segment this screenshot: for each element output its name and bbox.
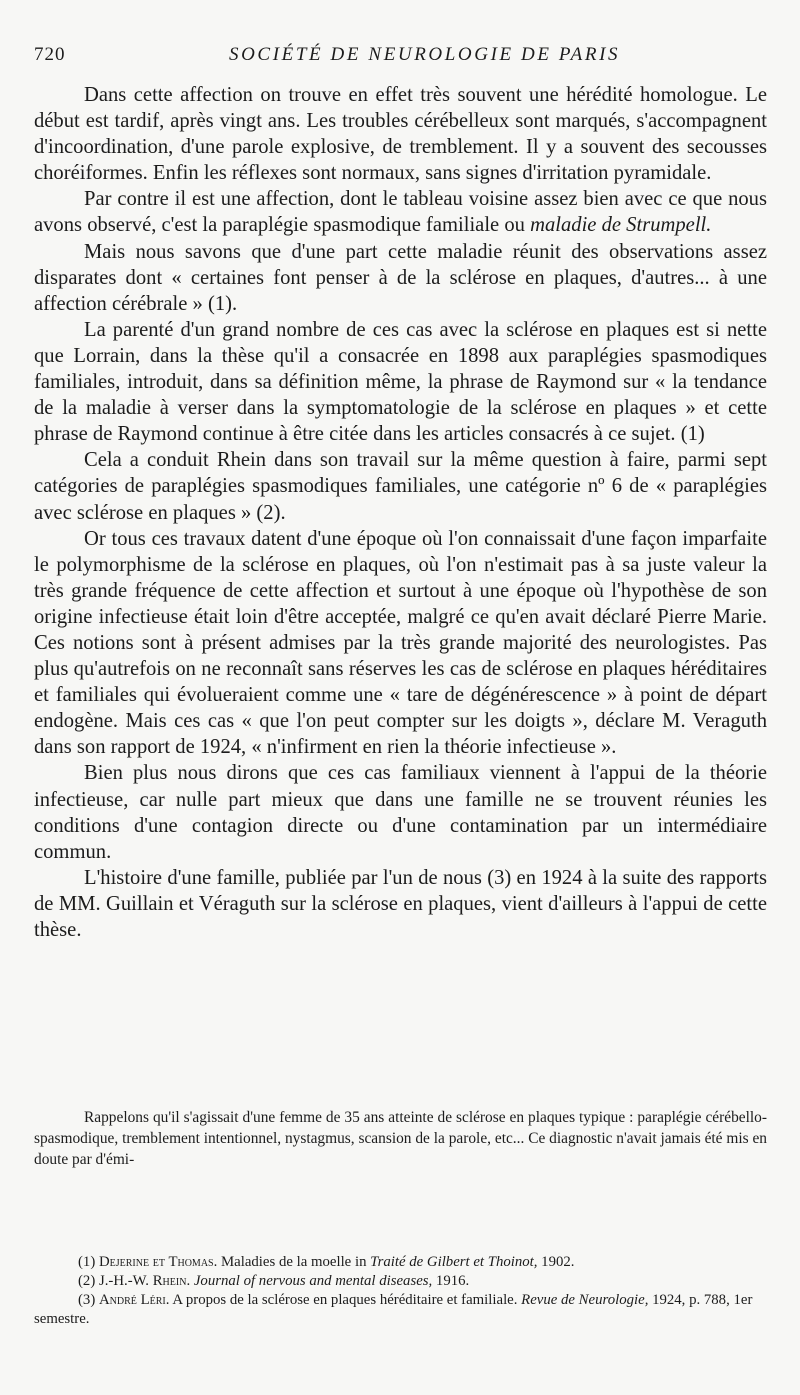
footnote-source: Revue de Neurologie, bbox=[521, 1292, 649, 1308]
page-header bbox=[34, 44, 766, 72]
main-text bbox=[34, 82, 767, 943]
footnote-text: . Maladies de la moelle in bbox=[213, 1254, 371, 1270]
footnote bbox=[34, 1291, 767, 1329]
paragraph: La parenté d'un grand nombre de ces cas avec la sclérose en plaques est si nette que Lorrain, dans la thèse qu'il a consacrée en 1898 aux paraplégies spasmodiques familiales, introduit, dans sa définition même, la phrase de Raymond sur « la tendance de la maladie à verser dans la symptomatologie de la sclérose en plaques » et cette phrase de Raymond continue à être citée dans les articles consacrés à ce sujet. (1) bbox=[34, 318, 767, 446]
footnote-source: Traité de Gilbert et Thoinot, bbox=[370, 1254, 538, 1270]
footnote-text: . bbox=[186, 1273, 194, 1289]
paragraph: L'histoire d'une famille, publiée par l'un de nous (3) en 1924 à la suite des rapports de MM. Guillain et Véraguth sur la sclérose en plaques, vient d'ailleurs à l'appui de cette thèse. bbox=[34, 866, 767, 941]
footnote-authors: André Léri bbox=[98, 1292, 166, 1308]
running-title: SOCIÉTÉ DE NEUROLOGIE DE PARIS bbox=[229, 44, 621, 65]
footnote-authors: Dejerine et Thomas bbox=[98, 1254, 214, 1270]
paragraph: Mais nous savons que d'une part cette maladie réunit des observations assez disparates dont « certaines font penser à de la sclérose en plaques, d'autres... à une affection cérébrale » (1). bbox=[34, 240, 767, 315]
disease-name: maladie de Strumpell. bbox=[530, 214, 712, 237]
paragraph: Cela a conduit Rhein dans son travail sur la même question à faire, parmi sept catégories de paraplégies spasmodiques familiales, une catégorie nº 6 de « paraplégies avec sclérose en plaques » (2). bbox=[34, 449, 767, 524]
page-number: 720 bbox=[34, 44, 66, 65]
footnote bbox=[34, 1272, 767, 1291]
footnote-text: . A propos de la sclérose en plaques héréditaire et familiale. bbox=[165, 1292, 522, 1308]
paragraph-text: Par contre il est une affection, dont le tableau voisine assez bien avec ce que nous avons observé, c'est la paraplégie spasmodique familiale ou bbox=[34, 188, 767, 237]
footnote-number: (2) bbox=[78, 1273, 96, 1289]
footnote-pre: J.-H.-W. bbox=[98, 1273, 153, 1289]
small-print-note bbox=[34, 1107, 767, 1170]
footnote bbox=[34, 1253, 767, 1272]
note-paragraph: Rappelons qu'il s'agissait d'une femme de 35 ans atteinte de sclérose en plaques typique : paraplégie cérébello-spasmodique, tremblement intentionnel, nystagmus, scansion de la parole, etc... Ce diagnostic n'avait jamais été mis en doute par d'émi- bbox=[34, 1109, 767, 1168]
footnote-source: Journal of nervous and mental diseases, bbox=[193, 1273, 433, 1289]
footnote-number: (3) bbox=[78, 1292, 96, 1308]
paragraph: Bien plus nous dirons que ces cas familiaux viennent à l'appui de la théorie infectieuse, car nulle part mieux que dans une famille ne se trouvent réunies les conditions d'une contagion directe ou d'une contamination par un intermédiaire commun. bbox=[34, 762, 767, 863]
footnote-end: 1916. bbox=[432, 1273, 470, 1289]
paragraph: Or tous ces travaux datent d'une époque où l'on connaissait d'une façon imparfaite le polymorphisme de la sclérose en plaques, où l'on n'estimait pas à sa juste valeur la très grande fréquence de cette affection et surtout à une époque où l'hypothèse de son origine infectieuse était loin d'être acceptée, malgré ce qu'en avait déclaré Pierre Marie. Ces notions sont à présent admises par la très grande majorité des neurologistes. Pas plus qu'autrefois on ne reconnaît sans réserves les cas de sclérose en plaques héréditaires et familiales qui évolueraient comme une « tare de dégénérescence » à point de départ endogène. Mais ces cas « que l'on peut compter sur les doigts », déclare M. Veraguth dans son rapport de 1924, « n'infirment en rien la théorie infectieuse ». bbox=[34, 527, 767, 759]
footnotes bbox=[34, 1253, 767, 1329]
footnote-end: 1924, p. 788, 1er semestre. bbox=[34, 1292, 753, 1327]
paragraph: Dans cette affection on trouve en effet très souvent une hérédité homologue. Le début est tardif, après vingt ans. Les troubles cérébelleux sont marqués, s'accompagnent d'incoordination, d'une parole explosive, de tremblement. Il y a souvent des secousses choréiformes. Enfin les réflexes sont normaux, sans signes d'irritation pyramidale. bbox=[34, 84, 767, 185]
footnote-number: (1) bbox=[78, 1254, 96, 1270]
footnote-end: 1902. bbox=[537, 1254, 575, 1270]
footnote-authors: Rhein bbox=[152, 1273, 187, 1289]
paragraph bbox=[34, 186, 767, 238]
